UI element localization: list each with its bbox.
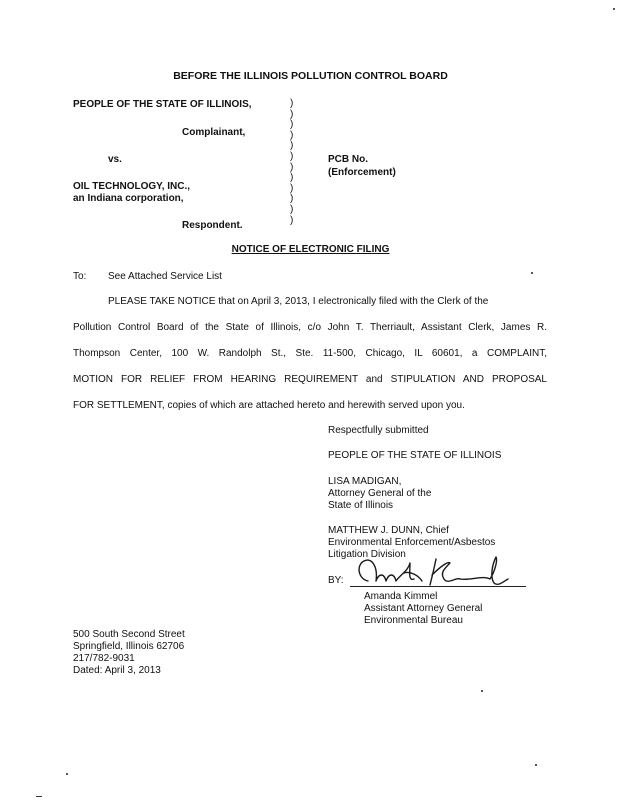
plaintiff-name: PEOPLE OF THE STATE OF ILLINOIS, [73,99,252,110]
signature-line [350,586,526,587]
caption-parentheses: ) ) ) ) ) ) ) ) ) ) ) ) [290,98,294,226]
scan-speck [481,690,483,692]
to-label: To: [73,271,87,282]
respondent-label: Respondent. [182,220,243,231]
ag-name: LISA MADIGAN, [328,476,402,487]
board-title: BEFORE THE ILLINOIS POLLUTION CONTROL BOARD [173,70,448,82]
body-line-3: Thompson Center, 100 W. Randolph St., Ste. 11-500, Chicago, IL 60601, a COMPLAINT, [73,348,547,359]
defendant-description: an Indiana corporation, [73,193,184,204]
scan-speck [66,773,68,775]
ag-title-line-2: State of Illinois [328,500,394,511]
closing: Respectfully submitted [328,425,429,436]
ag-title-line-1: Attorney General of the [328,488,432,499]
scan-speck [531,272,533,274]
scan-mark [36,796,42,797]
chief-name: MATTHEW J. DUNN, Chief [328,525,449,536]
complainant-label: Complainant, [182,127,246,138]
address-line-1: 500 South Second Street [73,629,185,640]
chief-title-line-1: Environmental Enforcement/Asbestos [328,537,496,548]
party-name: PEOPLE OF THE STATE OF ILLINOIS [328,450,502,461]
to-value: See Attached Service List [108,271,222,282]
scan-speck [535,764,537,766]
phone-number: 217/782-9031 [73,653,135,664]
versus-label: vs. [108,154,122,165]
body-line-5: FOR SETTLEMENT, copies of which are attached hereto and herewith served upon you. [73,400,465,411]
body-line-2: Pollution Control Board of the State of Illinois, c/o John T. Therriault, Assistant Clerk, James R. [73,322,547,333]
body-line-1: PLEASE TAKE NOTICE that on April 3, 2013, I electronically filed with the Clerk of the [108,296,489,307]
signer-name: Amanda Kimmel [364,591,438,602]
signer-bureau: Environmental Bureau [364,615,463,626]
case-type-label: (Enforcement) [328,167,396,178]
defendant-name: OIL TECHNOLOGY, INC., [73,181,191,192]
body-line-4: MOTION FOR RELIEF FROM HEARING REQUIREMENT and STIPULATION AND PROPOSAL [73,374,547,385]
dated-line: Dated: April 3, 2013 [73,665,161,676]
signer-title: Assistant Attorney General [364,603,483,614]
case-number-label: PCB No. [328,154,368,165]
handwritten-signature [352,555,512,589]
address-line-2: Springfield, Illinois 62706 [73,641,185,652]
by-label: BY: [328,575,344,586]
notice-title: NOTICE OF ELECTRONIC FILING [231,244,390,255]
scan-speck [613,8,615,10]
chief-title-line-2: Litigation Division [328,549,406,560]
